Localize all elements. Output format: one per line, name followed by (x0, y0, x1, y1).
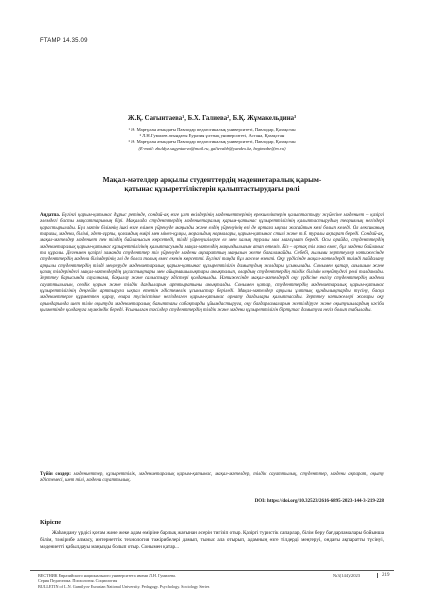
authors: Ж.Қ. Сағынтаева¹, Б.Х. Галиева², Б.Қ. Жұмакельдина³ (127, 115, 297, 122)
section-heading: Кіріспе (40, 519, 62, 526)
paper-title (40, 175, 384, 194)
email-line: (E-mail: zhuldyz.sagyntaeva@mail.ru, galievabb@yandex.kz, begimabe@m.ru) (138, 145, 286, 151)
footer-journal-line-2: Серия Педагогика. Психология. Социология (38, 578, 118, 584)
affiliation-1: ¹ Ә. Марғұлан атындағы Павлодар педагогикалық университеті, Павлодар, Қазақстан (128, 127, 296, 132)
footer-divider (30, 570, 394, 571)
affiliation-2: ² Л.Н.Гумилев атындағы Еуразия ұлттық университеті, Астана, Қазақстан (139, 133, 285, 139)
keywords-text: мәдениеттер, құзыреттілік, мәдениетаралық қарым-қатынас, мақал-мәтелдер, тілдік сауаттылық, студенттер, мәдени ақпарат, оқыту әдістемесі, шет тілі, мәдени сауаттылық. (40, 472, 384, 484)
footer-issue: №3(144)/2023 (333, 573, 361, 578)
keywords-label: Түйін сөздер: (40, 472, 71, 477)
abstract (40, 213, 384, 315)
affiliation-3: ³ Ә. Марғұлан атындағы Павлодар педагогикалық университеті, Павлодар, Қазақстан (128, 139, 296, 145)
doi-link[interactable]: DOI: https://doi.org/10.32523/2616-6895-2023-144-3-219-228 (254, 499, 384, 504)
footer-journal (38, 573, 209, 589)
abstract-text: Бүгінгі қарым-қатынас дұрыс ретінде, сондай-ақ өзге ұлт өкілдерінің мәдениеттерінің ерекшеліктерін қалыптастыру жүйесіне мәдениет – қазіргі әлемдегі басты мақсаттарының бірі. Мақалада студенттердің мәдениетаралық қарым-қатынас құзыреттілігінің қалыптастырудың теориялық негіздері қарастырылады. Бүл мәтін білімнің ішкі өзге елімен үйренуде маңызды және елдің үйренуінің өзі де ортаға ықпал жасайтын көзі болып келеді. Ол лексиканың тарихы, мәдени, білімі, әдет-ғұрпы, қоғамдық өмірі мен мінез-құлқы, моральдық нормалары, қарым-қатынас стилі және т.б. туралы ақпарат береді. Сондай-ақ, мақал-мәтелдер мәдениет пен тілдің байланысын көрсетеді, тілді үйренушілерге ел мен халық туралы мол мағлұмат береді. Осы орайда, студенттердің мәдениетаралық қарым-қатынас құзыреттілігінің қалыптасуында мақал-мәтелдің маңыздылығын атап өтеміз. Біз – ортақ тіл ғана емес, бұл мәдени байланыс та құралы. Дегенмен қазіргі заманда студенттер тіл үйренуде мәдени ақпараттың маңызын жете бағаламайды. Себебі, ғылыми зерттеулер нәтижесінде студенттердің мәдени білімдерінің әлі де болса толық емес екенін көрсетті. Бүгінгі таңда бұл мәселе өзекті. Оқу үрдісінде мақал-мәтелдерді тиімді пайдалану арқылы студенттердің тілді меңгеруде мәдениетаралық қарым-қатынас құзыреттілігін дамытудың жолдары ұсынылады. Сонымен қатар, ағылшын және қазақ тілдеріндегі мақал-мәтелдердің ұқсастықтары мен айырмашылықтары анықталып, олардың студенттердің тілдік білімін кеңейтудегі рөлі талданады. Зерттеу барысында сауалнама, бақылау және салыстыру әдістері қолданылды. Нәтижесінде мақал-мәтелдерді оқу үрдісіне енгізу студенттердің мәдени сауаттылығын, сөздік қорын және тілдік дағдыларын арттыратыны анықталды. Сонымен қатар, студенттердің мәдениетаралық қарым-қатынас құзыреттілігінің деңгейін арттыруға ықпал ететін әдістемелік ұсыныстар беріледі. Мақал-мәтелдер арқылы ұлттық құндылықтарды түсіну, басқа мәдениеттерге құрметпен қарау, өзара түсіністікке негізделген қарым-қатынас орнату дағдылары қалыптасады. Зерттеу нәтижелері жоғары оқу орындарында шет тілін оқытуда мәдениетаралық бағыттағы сабақтарды ұйымдастыруға, оқу бағдарламаларын жетілдіруге және оқытушылардың кәсіби қызметінде қолдануға мүмкіндік береді. Ұсынылған тәсілдер студенттердің тілдік және мәдени құзыреттілігін біртұтас дамытуға негіз болып табылады. (40, 213, 384, 314)
title-line-2: қатынас құзыреттіліктерін қалыптастырудағы рөлі (124, 184, 300, 194)
intro-paragraph: Жаһандану үрдісі қоғам және жеке адам өміріне барлық жағынан әсерін тигізіп отыр. Қазіргі туристік сапарлар, білім беру бағдарламалары бойынша білім, тәжірибе алмасу, интернеттік технология тәжірибелері дамып, тыныс ала отырып, адамның өзге тілдерді меңгеруі, ондағы ақпаратты түсінуі, мәдениетті қабылдауы маңызды болып отыр. Сонымен қатар... (40, 530, 384, 550)
page-number: 219 (377, 573, 390, 578)
title-line-1: Мақал-мәтелдер арқылы студенттердің мәдениетаралық қарым- (102, 175, 322, 184)
keywords (40, 472, 384, 485)
grstr-code: FTAMP 14.35.09 (40, 38, 88, 44)
footer-journal-line-1: ВЕСТНИК Евразийского национального университета имени Л.Н. Гумилева. (38, 573, 176, 578)
abstract-label: Аңдатпа. (40, 213, 61, 218)
affiliations (40, 127, 384, 152)
footer-journal-line-3: BULLETIN of L.N. Gumilyov Eurasian National University. Pedagogy. Psychology. Sociology Series (38, 583, 210, 589)
